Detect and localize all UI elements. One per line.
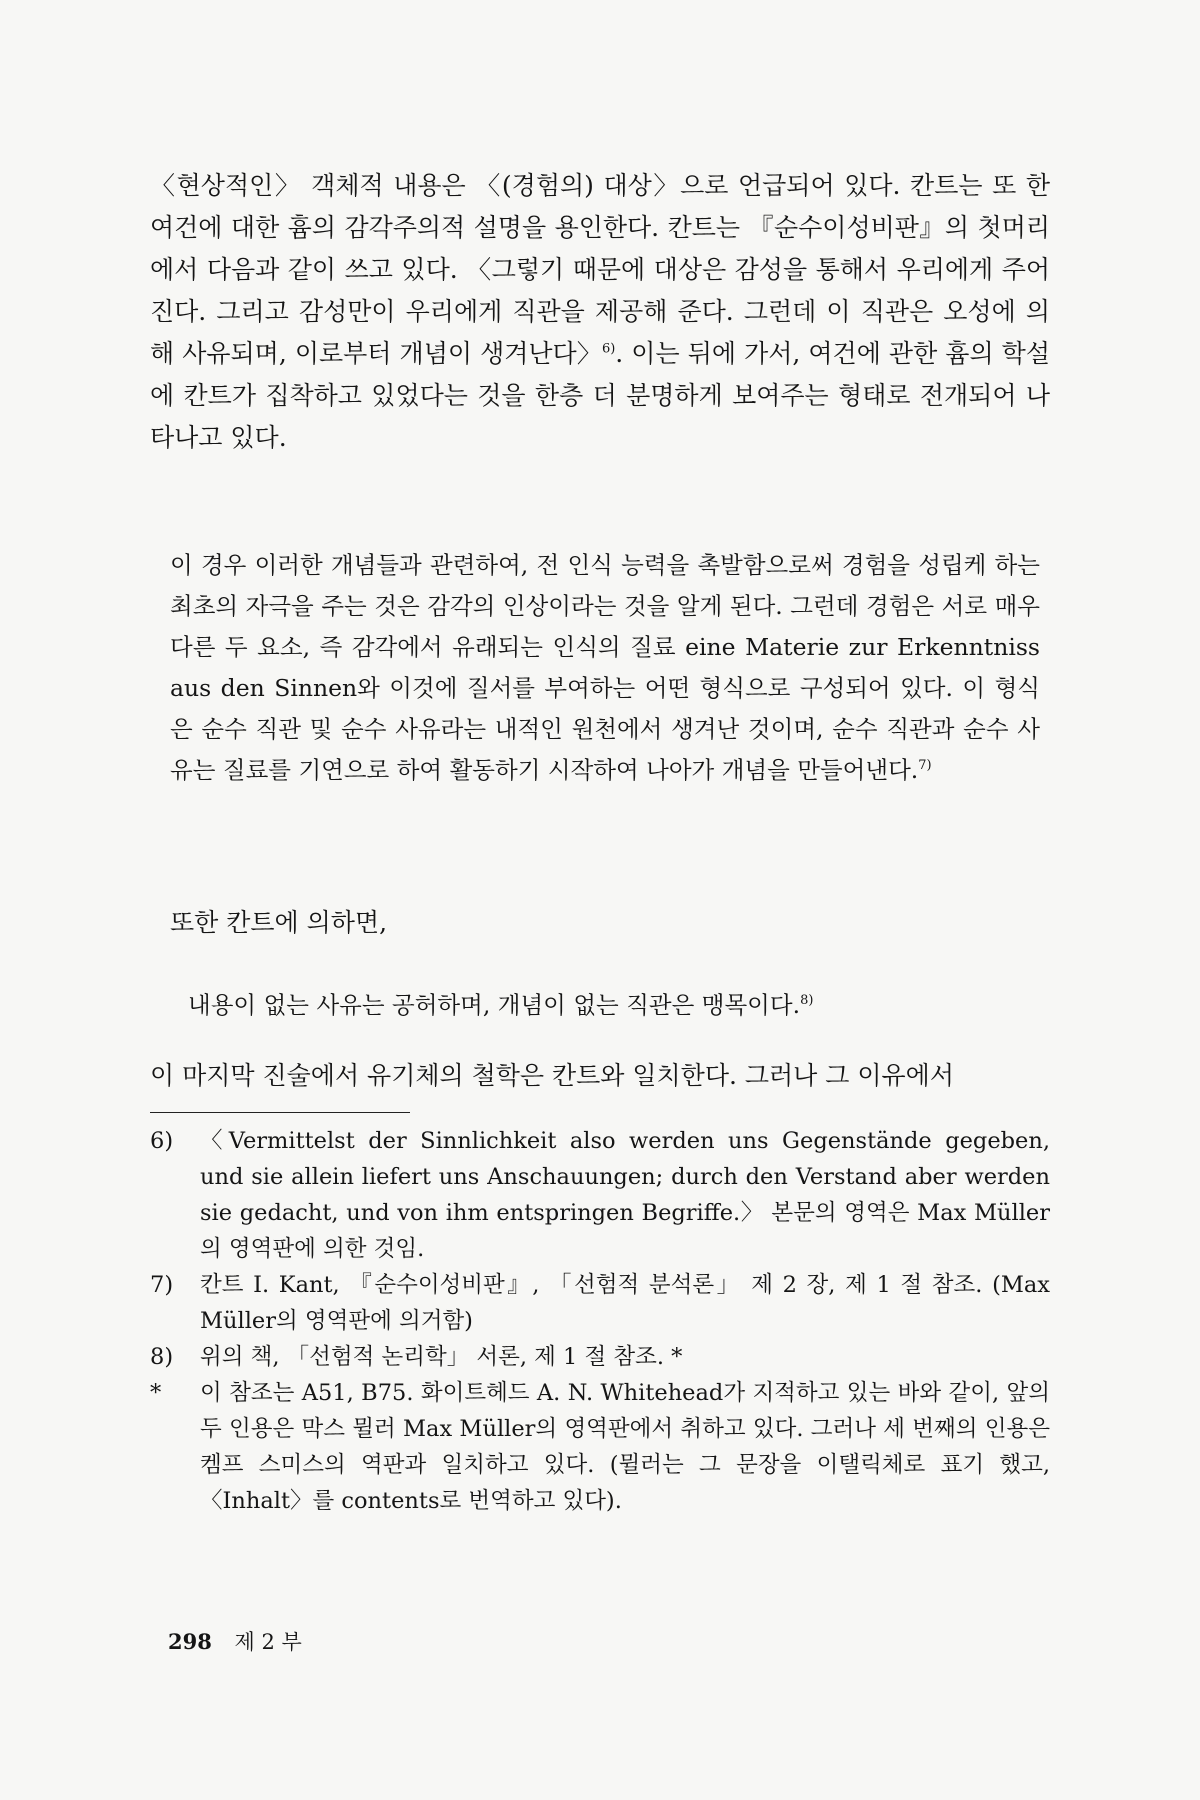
footnote-divider xyxy=(150,1112,410,1113)
footnote-7 xyxy=(150,1267,1050,1339)
block-quote-2-text: 내용이 없는 사유는 공허하며, 개념이 없는 직관은 맹목이다. xyxy=(188,991,801,1019)
footnote-ref-8[interactable]: 8) xyxy=(800,993,814,1009)
footnote-ref-6[interactable]: 6) xyxy=(601,341,616,357)
footnote-mark: 8) xyxy=(150,1344,174,1370)
footnote-mark: 6) xyxy=(150,1128,174,1154)
footnote-mark: * xyxy=(150,1380,162,1406)
footnote-text: 칸트 I. Kant, 『순수이성비판』, 「선험적 분석론」 제 2 장, 제 1 절 참조. (Max Müller의 영역판에 의거함) xyxy=(200,1272,1050,1334)
body-paragraph-3: 이 마지막 진술에서 유기체의 철학은 칸트와 일치한다. 그러나 그 이유에서 xyxy=(150,1061,954,1090)
footnote-6 xyxy=(150,1123,1050,1267)
block-quote-1 xyxy=(170,545,1040,791)
page-footer xyxy=(168,1627,302,1657)
block-quote-1-text: 이 경우 이러한 개념들과 관련하여, 전 인식 능력을 촉발함으로써 경험을 성립케 하는 최초의 자극을 주는 것은 감각의 인상이라는 것을 알게 된다. 그런데 경험은 서로 매우 다른 두 요소, 즉 감각에서 유래되는 인식의 질료 eine Materie zur Erkenntniss aus den Sinnen와 이것에 질서를 부여하는 어떤 형식으로 구성되어 있다. 이 형식은 순수 직관 및 순수 사유라는 내적인 원천에서 생겨난 것이며, 순수 직관과 순수 사유는 질료를 기연으로 하여 활동하기 시작하여 나아가 개념을 만들어낸다. xyxy=(170,551,1040,784)
footnote-mark: 7) xyxy=(150,1272,174,1298)
footnotes-list xyxy=(150,1123,1050,1519)
body-paragraph-1 xyxy=(150,165,1050,459)
footnote-text: 위의 책, 「선험적 논리학」 서론, 제 1 절 참조. * xyxy=(200,1344,683,1370)
footnote-text: 〈Vermittelst der Sinnlichkeit also werden uns Gegenstände gegeben, und sie allein liefert uns Anschauungen; durch den Verstand aber werden sie gedacht, und von ihm entspringen Begriffe.〉 본문의 영역은 Max Müller의 영역판에 의한 것임. xyxy=(200,1128,1050,1262)
footnote-ref-7[interactable]: 7) xyxy=(918,758,932,774)
footnote-asterisk xyxy=(150,1375,1050,1519)
paragraph-1-continuation: . 이는 뒤에 가서, 여건에 관한 흄의 학설에 칸트가 집착하고 있었다는 것을 한층 더 분명하게 보여주는 형태로 전개되어 나타나고 있다. xyxy=(150,339,1050,452)
block-quote-2 xyxy=(188,985,813,1025)
paragraph-1-text: 〈현상적인〉 객체적 내용은 〈(경험의) 대상〉으로 언급되어 있다. 칸트는 또 한 여건에 대한 흄의 감각주의적 설명을 용인한다. 칸트는 『순수이성비판』의 첫머리에서 다음과 같이 쓰고 있다. 〈그렇기 때문에 대상은 감성을 통해서 우리에게 주어진다. 그리고 감성만이 우리에게 직관을 제공해 준다. 그런데 이 직관은 오성에 의해 사유되며, 이로부터 개념이 생겨난다〉 xyxy=(150,171,1050,368)
footnote-8 xyxy=(150,1339,1050,1375)
body-paragraph-2: 또한 칸트에 의하면, xyxy=(170,908,388,937)
footnote-text: 이 참조는 A51, B75. 화이트헤드 A. N. Whitehead가 지적하고 있는 바와 같이, 앞의 두 인용은 막스 뮐러 Max Müller의 영역판에서 취하고 있다. 그러나 세 번째의 인용은 켐프 스미스의 역판과 일치하고 있다. (뮐러는 그 문장을 이탤릭체로 표기 했고, 〈Inhalt〉를 contents로 번역하고 있다). xyxy=(200,1380,1050,1514)
part-label: 제 2 부 xyxy=(234,1630,302,1654)
page-number: 298 xyxy=(168,1629,212,1654)
